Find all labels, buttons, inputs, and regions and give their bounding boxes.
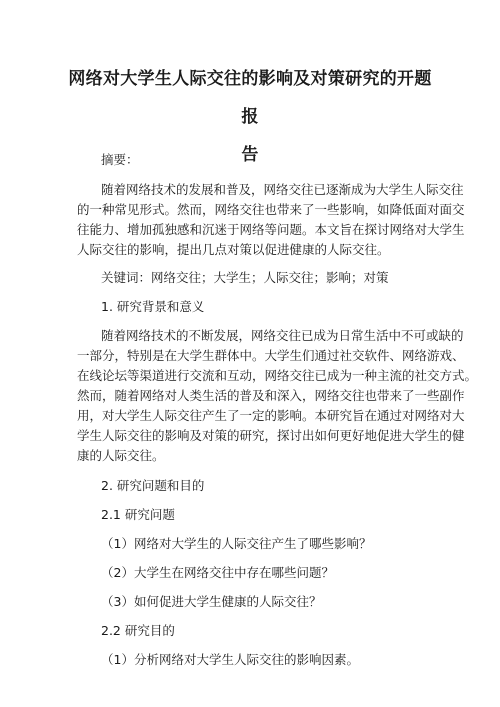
abstract-line: 的一种常见形式。然而，网络交往也带来了一些影响，如降低面对面交 xyxy=(77,202,465,217)
abstract-line: 随着网络技术的发展和普及，网络交往已逐渐成为大学生人际交往 xyxy=(101,182,464,197)
section-2-2-heading: 2.2 研究目的 xyxy=(101,623,175,638)
abstract-line: 往能力、增加孤独感和沉迷于网络等问题。本文旨在探讨网络对大学生 xyxy=(77,222,465,237)
question-item: （3）如何促进大学生健康的人际交往？ xyxy=(101,594,322,609)
section-1-heading: 1. 研究背景和意义 xyxy=(101,299,205,314)
section-1-line: 康的人际交往。 xyxy=(77,448,165,463)
question-item: （2）大学生在网络交往中存在哪些问题？ xyxy=(101,565,334,580)
section-1-line: 用，对大学生人际交往产生了一定的影响。本研究旨在通过对网络对大 xyxy=(77,408,465,423)
section-2-heading: 2. 研究问题和目的 xyxy=(101,478,205,493)
question-item: （1）网络对大学生的人际交往产生了哪些影响？ xyxy=(101,536,372,551)
purpose-item: （1）分析网络对大学生人际交往的影响因素。 xyxy=(101,652,359,667)
title-line-1: 网络对大学生人际交往的影响及对策研究的开题报 xyxy=(68,69,432,127)
section-1-line: 随着网络技术的不断发展，网络交往已成为日常生活中不可或缺的 xyxy=(101,328,464,343)
section-1-line: 然而，随着网络对人类生活的普及和深入，网络交往也带来了一些副作 xyxy=(77,388,465,403)
abstract-label: 摘要： xyxy=(101,152,139,167)
section-1-line: 一部分，特别是在大学生群体中。大学生们通过社交软件、网络游戏、 xyxy=(77,348,465,363)
title-line-2: 告 xyxy=(241,145,259,165)
keywords: 关键词：网络交往；大学生；人际交往；影响；对策 xyxy=(101,270,389,285)
section-1-line: 在线论坛等渠道进行交流和互动，网络交往已成为一种主流的社交方式。 xyxy=(77,368,478,383)
abstract-line: 人际交往的影响，提出几点对策以促进健康的人际交往。 xyxy=(77,242,390,257)
section-2-1-heading: 2.1 研究问题 xyxy=(101,507,175,522)
section-1-line: 学生人际交往的影响及对策的研究，探讨出如何更好地促进大学生的健 xyxy=(77,428,465,443)
